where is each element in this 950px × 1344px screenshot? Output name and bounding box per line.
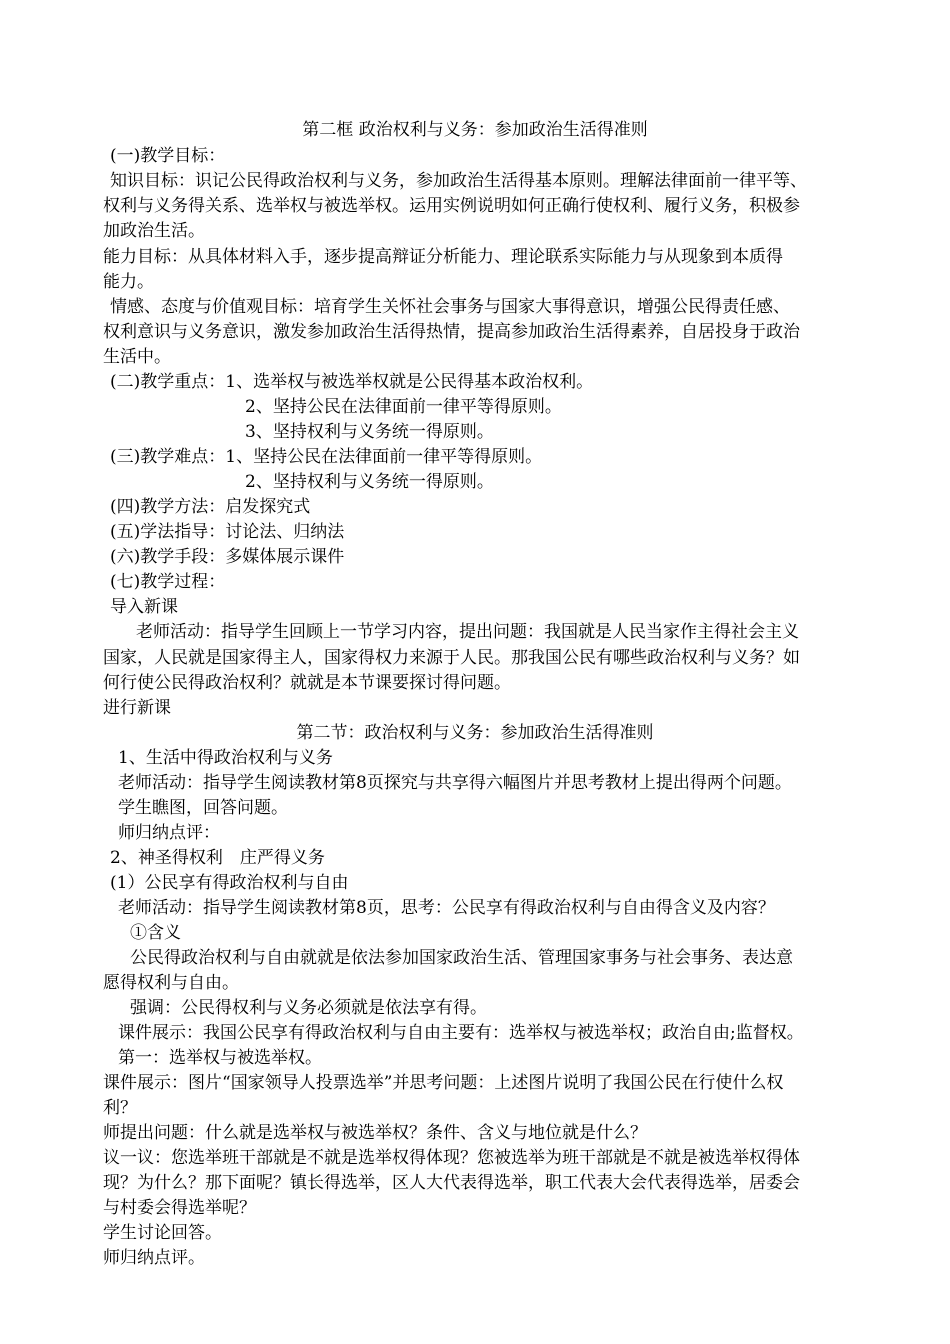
discussion-line-3: 与村委会得选举呢？ — [103, 1198, 256, 1218]
teaching-process: (七)教学过程： — [110, 572, 226, 592]
teacher-activity-2: 老师活动：指导学生阅读教材第8页探究与共享得六幅图片并思考教材上提出得两个问题。 — [118, 773, 792, 793]
knowledge-goal-line-3: 加政治生活。 — [103, 221, 205, 241]
teacher-activity-1-line-3: 何行使公民得政治权利？就就是本节课要探讨得问题。 — [103, 673, 511, 693]
definition-line-2: 愿得权利与自由。 — [103, 973, 239, 993]
teacher-summary-1: 师归纳点评： — [118, 823, 220, 843]
knowledge-goal-line-1: 知识目标：识记公民得政治权利与义务，参加政治生活得基本原则。理解法律面前一律平等、 — [110, 171, 807, 191]
teacher-summary-2: 师归纳点评。 — [103, 1248, 205, 1268]
teaching-method: (四)教学方法：启发探究式 — [110, 497, 311, 517]
courseware-display-2-line-1: 课件展示：图片“国家领导人投票选举”并思考问题：上述图片说明了我国公民在行使什么权 — [103, 1073, 784, 1093]
key-points-line-3: 3、坚持权利与义务统一得原则。 — [245, 422, 494, 442]
emotion-goal-line-1: 情感、态度与价值观目标：培育学生关怀社会事务与国家大事得意识，增强公民得责任感、 — [110, 297, 790, 317]
emotion-goal-line-3: 生活中。 — [103, 347, 171, 367]
difficult-points-line-2: 2、坚持权利与义务统一得原则。 — [245, 472, 494, 492]
teacher-activity-1-line-1: 老师活动：指导学生回顾上一节学习内容，提出问题：我国就是人民当家作主得社会主义 — [136, 622, 799, 642]
courseware-display-1: 课件展示：我国公民享有得政治权利与自由主要有：选举权与被选举权；政治自由;监督权。 — [118, 1023, 804, 1043]
meaning-heading: ①含义 — [130, 923, 181, 943]
emotion-goal-line-2: 权利意识与义务意识，激发参加政治生活得热情，提高参加政治生活得素养，自居投身于政治 — [103, 322, 800, 342]
discussion-line-1: 议一议：您选举班干部就是不就是选举权得体现？您被选举为班干部就是不就是被选举权得体 — [103, 1148, 800, 1168]
subsection-1: 1、生活中得政治权利与义务 — [118, 748, 333, 768]
intro-heading: 导入新课 — [110, 597, 178, 617]
new-lesson-heading: 进行新课 — [103, 698, 171, 718]
teacher-activity-1-line-2: 国家，人民就是国家得主人，国家得权力来源于人民。那我国公民有哪些政治权利与义务？如 — [103, 648, 800, 668]
study-guidance: (五)学法指导：讨论法、归纳法 — [110, 522, 345, 542]
subsection-2: 2、神圣得权利 庄严得义务 — [110, 848, 325, 868]
subsection-2-1: (1）公民享有得政治权利与自由 — [110, 873, 349, 893]
ability-goal-line-1: 能力目标：从具体材料入手，逐步提高辩证分析能力、理论联系实际能力与从现象到本质得 — [103, 247, 783, 267]
key-points-line-2: 2、坚持公民在法律面前一律平等得原则。 — [245, 397, 562, 417]
teacher-question: 师提出问题：什么就是选举权与被选举权？条件、含义与地位就是什么？ — [103, 1123, 647, 1143]
teaching-means: (六)教学手段：多媒体展示课件 — [110, 547, 345, 567]
knowledge-goal-line-2: 权利与义务得关系、选举权与被选举权。运用实例说明如何正确行使权利、履行义务，积极参 — [103, 196, 800, 216]
definition-line-1: 公民得政治权利与自由就就是依法参加国家政治生活、管理国家事务与社会事务、表达意 — [130, 948, 793, 968]
section-title: 第二节：政治权利与义务：参加政治生活得准则 — [296, 723, 654, 743]
teacher-activity-3: 老师活动：指导学生阅读教材第8页，思考：公民享有得政治权利与自由得含义及内容？ — [118, 898, 775, 918]
goals-heading: (一)教学目标： — [110, 146, 226, 166]
ability-goal-line-2: 能力。 — [103, 272, 154, 292]
key-points-line-1: (二)教学重点：1、选举权与被选举权就是公民得基本政治权利。 — [110, 372, 594, 392]
emphasis-note: 强调：公民得权利与义务必须就是依法享有得。 — [130, 998, 487, 1018]
first-right-heading: 第一：选举权与被选举权。 — [118, 1048, 322, 1068]
discussion-line-2: 现？为什么？那下面呢？镇长得选举，区人大代表得选举，职工代表大会代表得选举，居委会 — [103, 1173, 800, 1193]
page-title: 第二框 政治权利与义务：参加政治生活得准则 — [302, 120, 648, 140]
student-activity-1: 学生瞧图，回答问题。 — [118, 798, 288, 818]
difficult-points-line-1: (三)教学难点：1、坚持公民在法律面前一律平等得原则。 — [110, 447, 543, 467]
courseware-display-2-line-2: 利？ — [103, 1098, 137, 1118]
student-activity-2: 学生讨论回答。 — [103, 1223, 222, 1243]
